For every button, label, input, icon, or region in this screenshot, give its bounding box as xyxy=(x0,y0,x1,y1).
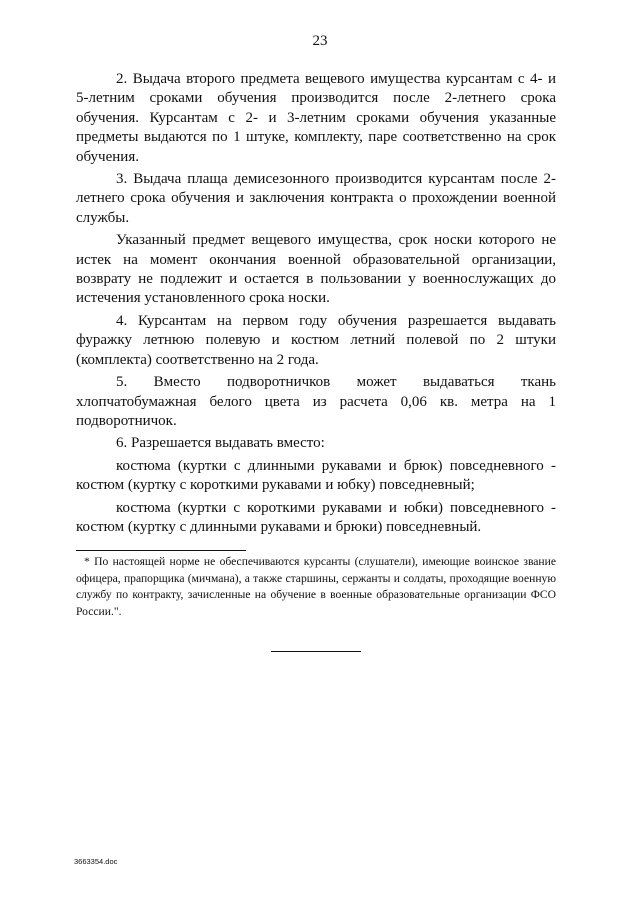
paragraph-item-3: 3. Выдача плаща демисезонного производится курсантам после 2-летнего срока обучения и заключения контракта о прохождении военной службы. xyxy=(76,171,556,226)
paragraph-item-6-option-1: костюма (куртки с длинными рукавами и брюк) повседневного - костюм (куртку с короткими рукавами и юбку) повседневный; xyxy=(76,457,556,494)
footnote-text: * По настоящей норме не обеспечиваются курсанты (слушатели), имеющие воинское звание офицера, прапорщика (мичмана), а также старшины, сержанты и солдаты, проходящие военную службу по контракту, зачисленные на обучение в военные образовательные организации ФСО России.". xyxy=(76,555,556,618)
paragraph-item-6: 6. Разрешается выдавать вместо: xyxy=(116,435,325,452)
page-number: 23 xyxy=(312,33,328,49)
document-body xyxy=(76,70,556,537)
footnote-divider xyxy=(76,550,246,551)
paragraph-item-5: 5. Вместо подворотничков может выдаваться ткань хлопчатобумажная белого цвета из расчета 0,06 кв. метра на 1 подворотничок. xyxy=(76,374,556,429)
paragraph-item-4: 4. Курсантам на первом году обучения разрешается выдавать фуражку летнюю полевую и костюм летний полевой по 2 штуки (комплекта) соответственно на 2 года. xyxy=(76,312,556,368)
paragraph-item-2: 2. Выдача второго предмета вещевого имущества курсантам с 4- и 5-летним сроками обучения производится после 2-летнего срока обучения. Курсантам с 2- и 3-летним сроками обучения указанные предметы выдаются по 1 штуке, комплекту, паре соответственно на срок обучения. xyxy=(76,71,556,165)
paragraph-item-6-option-2: костюма (куртки с короткими рукавами и юбки) повседневного - костюм (куртку с длинными рукавами и брюки) повседневный. xyxy=(76,499,556,535)
end-of-document-line xyxy=(271,651,361,652)
document-file-code: 3663354.doc xyxy=(74,857,118,866)
paragraph-item-3-note: Указанный предмет вещевого имущества, срок носки которого не истек на момент окончания военной образовательной организации, возврату не подлежит и остается в пользовании у военнослужащих до истечения установленного срока носки. xyxy=(76,232,556,307)
